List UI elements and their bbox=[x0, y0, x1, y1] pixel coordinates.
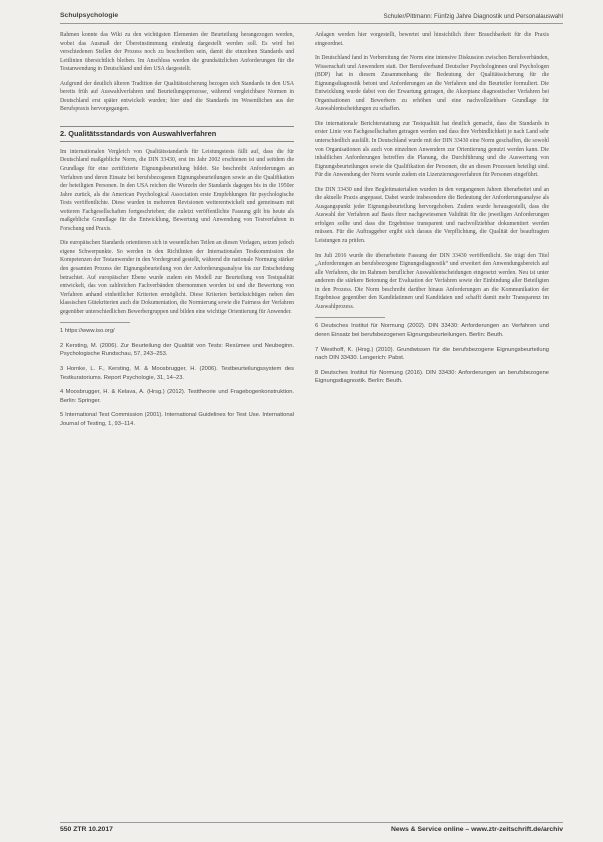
footnote: 5 International Test Commission (2001). International Guidelines for Test Use. International Journal of Testing, 1, 93–114. bbox=[60, 412, 294, 427]
body-paragraph: Im internationalen Vergleich von Qualitätsstandards für Leistungstests fällt auf, dass die für Deutschland maßgebliche Norm, die DIN 33430, erst im Jahr 2002 erschienen ist und seitdem die Grundlage für eine zertifizierte Eignungsbeurteilung bildet. Sie beschreibt Anforderungen an Verfahren und deren Einsatz bei berufsbezogenen Eignungsbeurteilungen sowie an die Qualifikation der beteiligten Personen. In den USA reichen die Wurzeln der Standards dagegen bis in die 1950er Jahre zurück, als die American Psychological Association erste Empfehlungen für psychologische Tests veröffentlichte. Diese wurden in mehreren Revisionen weiterentwickelt und gemeinsam mit weiteren Fachgesellschaften fortgeschrieben; die zuletzt veröffentlichte Fassung gilt bis heute als maßgebliche Grundlage für die Entwicklung, Bewertung und Anwendung von Testverfahren in Forschung und Praxis. bbox=[60, 148, 294, 232]
right-column bbox=[315, 31, 549, 392]
header-rule bbox=[60, 23, 563, 24]
body-paragraph: Die DIN 33430 und ihre Begleitmaterialien wurden in den vergangenen Jahren überarbeitet und an die aktuelle Praxis angepasst. Dabei wurde insbesondere die Bedeutung der Anforderungsanalyse als Ausgangspunkt jeder Eignungsbeurteilung hervorgehoben. Zudem wurde herausgestellt, dass die Auswahl der Verfahren auf Basis ihrer nachgewiesenen Validität für die jeweiligen Anforderungen erfolgen sollte und dass die Ergebnisse transparent und nachvollziehbar dokumentiert werden müssen. Für die Auftraggeber ergibt sich daraus die Verpflichtung, die Qualität der beauftragten Leistungen zu prüfen. bbox=[315, 186, 549, 245]
footnote: 4 Moosbrugger, H. & Kelava, A. (Hrsg.) (2012). Testtheorie und Fragebogenkonstruktion. Berlin: Springer. bbox=[60, 389, 294, 404]
footnote: 2 Kersting, M. (2006). Zur Beurteilung der Qualität von Tests: Resümee und Neubeginn. Psychologische Rundschau, 57, 243–253. bbox=[60, 342, 294, 358]
intro-paragraph: Aufgrund der deutlich älteren Tradition der Qualitätssicherung bezogen sich Standards in den USA bereits früh auf Auswahlverfahren und Beurteilungsprozesse, während vergleichbare Normen in Deutschland erst später entwickelt wurden; hier sind die Standards im Wesentlichen aus der Berufspraxis hervorgegangen. bbox=[60, 80, 294, 113]
running-title: Schuler/Pittmann: Fünfzig Jahre Diagnostik und Personalauswahl bbox=[383, 13, 563, 20]
footnotes bbox=[315, 322, 549, 385]
rubric-label: Schulpsychologie bbox=[60, 12, 119, 19]
footnote-divider bbox=[60, 322, 130, 323]
left-column bbox=[60, 31, 294, 434]
footnote: 7 Westhoff, K. (Hrsg.) (2010). Grundwissen für die berufsbezogene Eignungsbeurteilung nach DIN 33430. Lengerich: Pabst. bbox=[315, 346, 549, 362]
footnote: 3 Hornke, L. F., Kersting, M. & Moosbrugger, H. (2006). Testbeurteilungssystem des Testkuratoriums. Report Psychologie, 31, 14–23. bbox=[60, 365, 294, 381]
body-paragraph: Im Juli 2016 wurde die überarbeitete Fassung der DIN 33430 veröffentlicht. Sie trägt den Titel „Anforderungen an berufsbezogene Eignungsdiagnostik“ und erweitert den Anwendungsbereich auf alle Verfahren, die im Rahmen beruflicher Auswahlentscheidungen eingesetzt werden. Neu ist unter anderem die stärkere Betonung der Evaluation der Verfahren sowie der Einbindung aller Beteiligten in den Prozess. Die Norm beschreibt darüber hinaus Anforderungen an die Kommunikation der Ergebnisse gegenüber den Kandidatinnen und Kandidaten und schafft damit mehr Transparenz im Auswahlprozess. bbox=[315, 252, 549, 310]
body-paragraph: Anlagen werden hier vorgestellt, bewertet und hinsichtlich ihrer Brauchbarkeit für die Praxis eingeordnet. bbox=[315, 32, 549, 47]
body-paragraph: Die europäischen Standards orientieren sich in wesentlichen Teilen an diesen Vorlagen, setzen jedoch eigene Schwerpunkte. So werden in den Richtlinien der Internationalen Testkommission die Kompetenzen der Testanwender in den Vordergrund gestellt, während die nationale Normung stärker den gesamten Prozess der Eignungsbeurteilung von der Anforderungsanalyse bis zur Entscheidung betrachtet. Auf europäischer Ebene wurde zudem ein Modell zur Beurteilung von Testqualität entwickelt, das von zahlreichen Fachverbänden übernommen worden ist und die Bewertung von Verfahren anhand einheitlicher Kriterien ermöglicht. Diese Kriterien berücksichtigen neben den klassischen Gütekriterien auch die Dokumentation, die Normierung sowie die Fairness der Verfahren gegenüber unterschiedlichen Bewerbergruppen und bilden eine wichtige Orientierung für Anwender. bbox=[60, 240, 294, 315]
body-paragraph: In Deutschland fand in Vorbereitung der Norm eine intensive Diskussion zwischen Berufsverbänden, Wissenschaft und Anwendern statt. Der Berufsverband Deutscher Psychologinnen und Psychologen (BDP) hat in diesem Zusammenhang die Bedeutung der Qualitätssicherung für die Eignungsdiagnostik betont und Anforderungen an die Verfahren und die Beurteiler formuliert. Die Entwicklung wurde dabei von der Erwartung getragen, die Akzeptanz diagnostischer Verfahren bei Organisationen und Bewerbern zu erhöhen und eine nachvollziehbare Grundlage für Auswahlentscheidungen zu schaffen. bbox=[315, 55, 549, 113]
body-paragraph: Die internationale Berichterstattung zur Testqualität hat deutlich gemacht, dass die Standards in erster Linie von Fachgesellschaften getragen werden und dass ihre Verbindlichkeit je nach Land sehr unterschiedlich ausfällt. In Deutschland wurde mit der DIN 33430 eine Norm geschaffen, die sowohl von Organisationen als auch von einzelnen Anwendern zur Orientierung genutzt werden kann. Die inhaltlichen Anforderungen betreffen die Planung, die Durchführung und die Auswertung von Eignungsbeurteilungen sowie die Qualifikation der Personen, die an diesen Prozessen beteiligt sind. Für die Anwendung der Norm wurde zudem ein Lizenzierungsverfahren für Personen eingeführt. bbox=[315, 120, 549, 179]
footnote: 6 Deutsches Institut für Normung (2002). DIN 33430: Anforderungen an Verfahren und deren Einsatz bei berufsbezogenen Eignungsbeurteilungen. Berlin: Beuth. bbox=[315, 323, 549, 338]
page-header bbox=[60, 10, 563, 24]
footnote: 1 https://www.iso.org/ bbox=[60, 328, 115, 335]
footnote: 8 Deutsches Institut für Normung (2016). DIN 33430: Anforderungen an berufsbezogene Eignungsdiagnostik. Berlin: Beuth. bbox=[315, 369, 549, 385]
intro-paragraph: Rahmen konnte das Wiki zu den wichtigsten Elementen der Beurteilung herangezogen werden, wobei das Ausmaß der Übereinstimmung eindeutig dargestellt werden soll. Es wird bei verschiedenen Stellen der Prozess noch zu beschreiben sein, damit die einzelnen Standards und Leitlinien übersichtlich bleiben. Im Anschluss werden die grundsätzlichen Anforderungen für die Testanwendung in Deutschland und den USA dargestellt. bbox=[60, 32, 294, 73]
archive-link[interactable]: News & Service online – www.ztr-zeitschrift.de/archiv bbox=[391, 826, 563, 833]
section-heading: 2. Qualitätsstandards von Auswahlverfahren bbox=[60, 126, 294, 142]
footer-rule bbox=[60, 822, 563, 823]
issue-label: 550 ZTR 10.2017 bbox=[60, 826, 113, 833]
footnotes bbox=[60, 327, 294, 428]
footnote-divider bbox=[315, 317, 385, 318]
page-footer bbox=[60, 826, 563, 838]
